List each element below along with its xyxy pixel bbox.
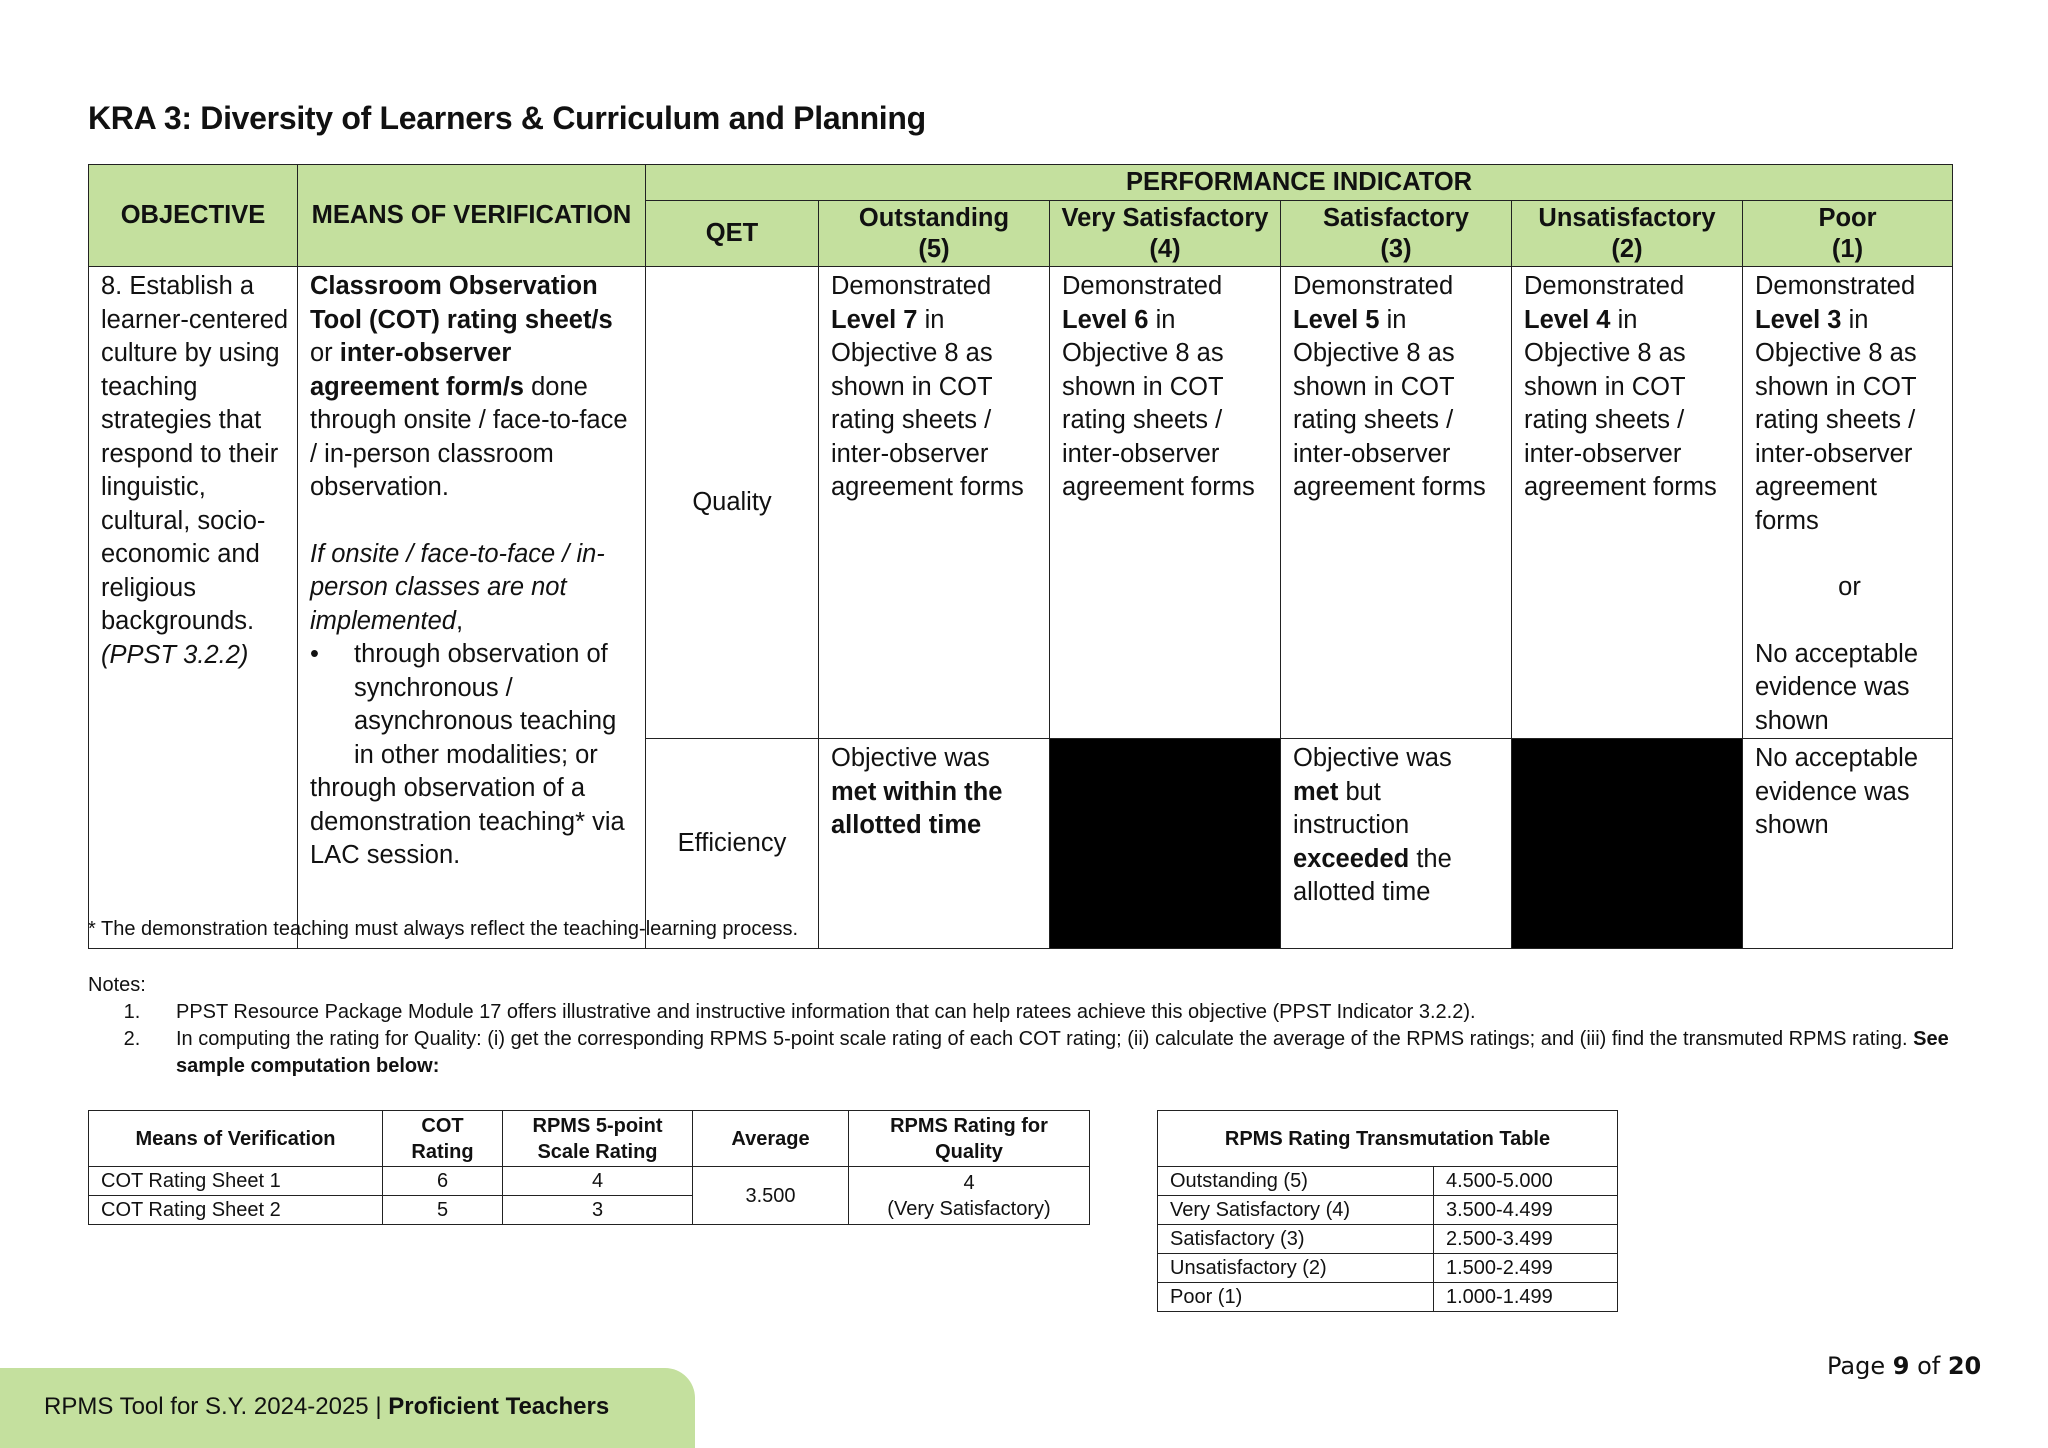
qet-efficiency-label: Efficiency	[646, 739, 819, 949]
sample-header-quality: RPMS Rating for Quality	[849, 1111, 1090, 1167]
efficiency-unsatisfactory-blank	[1512, 739, 1743, 949]
sample-header-mov: Means of Verification	[89, 1111, 383, 1167]
table-row: Very Satisfactory (4) 3.500-4.499	[1158, 1196, 1618, 1225]
table-row: Satisfactory (3) 2.500-3.499	[1158, 1225, 1618, 1254]
sample-header-cot: COT Rating	[383, 1111, 503, 1167]
level-header-poor: Poor (1)	[1743, 201, 1953, 267]
transmutation-table	[1157, 1110, 1618, 1312]
mov-cell: Classroom Observation Tool (COT) rating sheet/s or inter-observer agreement form/s done through onsite / face-to-face / in-person classroom observation. If onsite / face-to-face / in-person classes are not implemented, • through observation of synchronous / asynchronous teaching in other modalities; or through observation of a demonstration teaching* via LAC session.	[298, 267, 646, 949]
table-row: Poor (1) 1.000-1.499	[1158, 1283, 1618, 1312]
quality-unsatisfactory: Demonstrated Level 4 in Objective 8 as shown in COT rating sheets / inter-observer agreement forms	[1512, 267, 1743, 739]
page-heading: KRA 3: Diversity of Learners & Curriculum and Planning	[88, 100, 926, 136]
mov-header: MEANS OF VERIFICATION	[298, 165, 646, 267]
table-row: Unsatisfactory (2) 1.500-2.499	[1158, 1254, 1618, 1283]
efficiency-poor: No acceptable evidence was shown	[1743, 739, 1953, 949]
kra-table	[88, 164, 1953, 949]
quality-outstanding: Demonstrated Level 7 in Objective 8 as shown in COT rating sheets / inter-observer agreement forms	[819, 267, 1050, 739]
sample-average: 3.500	[693, 1167, 849, 1225]
level-header-unsatisfactory: Unsatisfactory (2)	[1512, 201, 1743, 267]
sample-computation-table	[88, 1110, 1090, 1225]
sample-header-average: Average	[693, 1111, 849, 1167]
performance-indicator-header: PERFORMANCE INDICATOR	[646, 165, 1953, 201]
level-header-very-satisfactory: Very Satisfactory (4)	[1050, 201, 1281, 267]
quality-poor: Demonstrated Level 3 in Objective 8 as shown in COT rating sheets / inter-observer agreement forms or No acceptable evidence was shown	[1743, 267, 1953, 739]
objective-cell: 8. Establish a learner-centered culture by using teaching strategies that respond to their linguistic, cultural, socio-economic and religious backgrounds. (PPST 3.2.2)	[89, 267, 298, 949]
sample-header-rpms: RPMS 5-point Scale Rating	[503, 1111, 693, 1167]
sample-quality: 4 (Very Satisfactory)	[849, 1167, 1090, 1225]
note-item-2: 2. In computing the rating for Quality: (i) get the corresponding RPMS 5-point scale rating of each COT rating; (ii) calculate the average of the RPMS ratings; and (iii) find the transmuted RPMS rating. See sample computation below:	[123, 1028, 1949, 1077]
table-row: Outstanding (5) 4.500-5.000	[1158, 1167, 1618, 1196]
footer-text: RPMS Tool for S.Y. 2024-2025 | Proficient Teachers	[44, 1393, 610, 1420]
table-row: COT Rating Sheet 1 6 4 3.500 4 (Very Satisfactory)	[89, 1167, 1090, 1196]
objective-header: OBJECTIVE	[89, 165, 298, 267]
efficiency-outstanding: Objective was met within the allotted time	[819, 739, 1050, 949]
qet-quality-label: Quality	[646, 267, 819, 739]
note-item-1: 1. PPST Resource Package Module 17 offers illustrative and instructive information that can help ratees achieve this objective (PPST Indicator 3.2.2).	[123, 1001, 1476, 1023]
quality-satisfactory: Demonstrated Level 5 in Objective 8 as shown in COT rating sheets / inter-observer agreement forms	[1281, 267, 1512, 739]
footnote: * The demonstration teaching must always reflect the teaching-learning process.	[88, 918, 799, 940]
efficiency-very-satisfactory-blank	[1050, 739, 1281, 949]
level-header-satisfactory: Satisfactory (3)	[1281, 201, 1512, 267]
notes	[88, 972, 1958, 1080]
notes-title: Notes:	[88, 974, 146, 996]
quality-very-satisfactory: Demonstrated Level 6 in Objective 8 as shown in COT rating sheets / inter-observer agreement forms	[1050, 267, 1281, 739]
table-row: COT Rating Sheet 2 5 3	[89, 1196, 1090, 1225]
qet-header: QET	[646, 201, 819, 267]
efficiency-satisfactory: Objective was met but instruction exceeded the allotted time	[1281, 739, 1512, 949]
level-header-outstanding: Outstanding (5)	[819, 201, 1050, 267]
transmutation-title: RPMS Rating Transmutation Table	[1158, 1111, 1618, 1167]
page-number: Page 9 of 20	[1827, 1352, 1982, 1380]
